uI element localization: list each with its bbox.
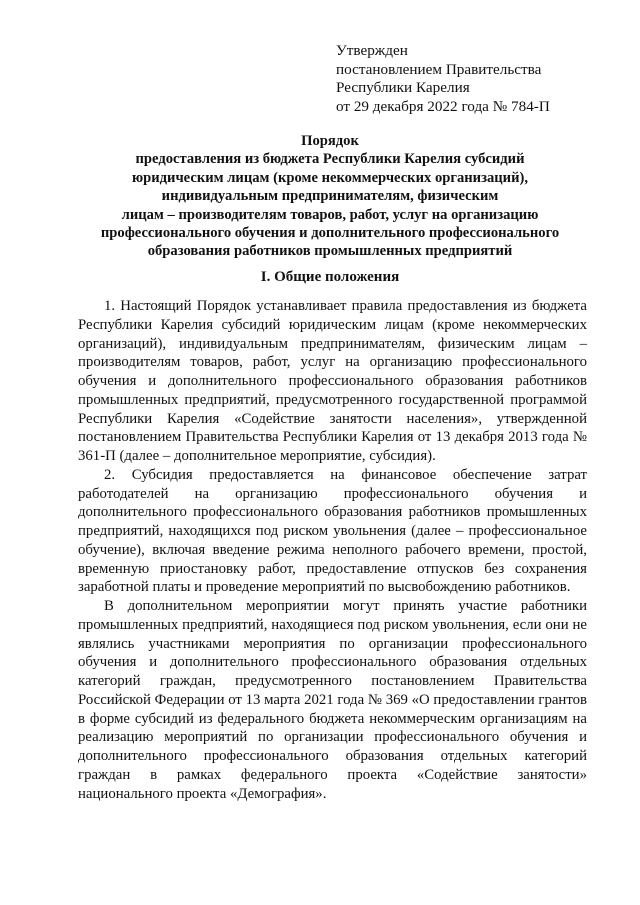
title-line: лицам – производителям товаров, работ, услуг на организацию [121, 206, 539, 223]
approval-line: постановлением Правительства [336, 60, 542, 78]
approval-line: Утвержден [336, 42, 408, 59]
approval-stamp [336, 42, 616, 116]
title-line: индивидуальным предпринимателям, физическим [161, 188, 499, 205]
paragraph-1: 1. Настоящий Порядок устанавливает правила предоставления из бюджета Республики Карелия субсидий юридическим лицам (кроме некоммерческих организаций), индивидуальным предпринимателям, физическим лицам – производителям товаров, работ, услуг на организацию профессионального обучения и дополнительного профессионального образования работников промышленных предприятий, предусмотренного государственной программой Республики Карелия «Содействие занятости населения», утвержденной постановлением Правительства Республики Карелия от 13 декабря 2013 года № 361-П (далее – дополнительное мероприятие, субсидия). [78, 298, 587, 464]
title-line: профессионального обучения и дополнительного профессионального [100, 225, 560, 242]
title-line: юридическим лицам (кроме некоммерческих организаций), [131, 169, 528, 186]
title-line: Порядок [301, 133, 359, 149]
paragraph-2: 2. Субсидия предоставляется на финансовое обеспечение затрат работодателей на организацию профессионального обучения и дополнительного профессионального образования работников промышленных предприятий, находящихся под риском увольнения (далее – профессиональное обучение), включая введение режима неполного рабочего времени, простой, временную приостановку работ, предоставление отпусков без сохранения заработной платы и проведение мероприятий по высвобождению работников. [78, 466, 587, 596]
paragraph-3: В дополнительном мероприятии могут принять участие работники промышленных предприятий, находящиеся под риском увольнения, если они не являлись участниками мероприятия по организации профессионального обучения и дополнительного профессионального образования отдельных категорий граждан, предусмотренного постановлением Правительства Российской Федерации от 13 марта 2021 года № 369 «О предоставлении грантов в форме субсидий из федерального бюджета некоммерческим организациям на реализацию мероприятий по организации профессионального обучения и дополнительного профессионального образования отдельных категорий граждан в рамках федерального проекта «Содействие занятости» национального проекта «Демография». [78, 598, 587, 802]
document-body [78, 297, 587, 803]
section-heading: I. Общие положения [260, 269, 400, 285]
approval-line: Республики Карелия [336, 79, 470, 97]
title-line: образования работников промышленных предприятий [147, 243, 513, 260]
title-line: предоставления из бюджета Республики Карелия субсидий [135, 151, 525, 168]
document-title [60, 132, 600, 261]
approval-date-line: от 29 декабря 2022 года № 784-П [336, 97, 550, 115]
